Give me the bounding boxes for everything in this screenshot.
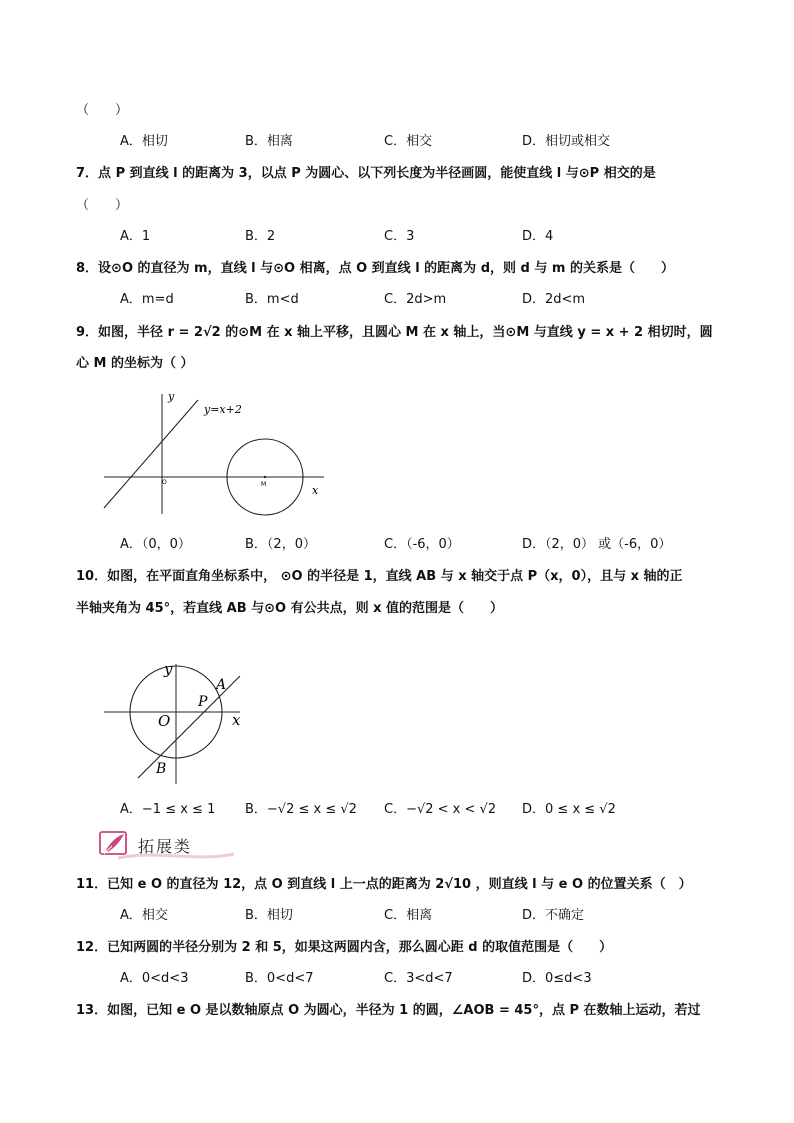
q11-option-d[interactable]: D．不确定	[522, 908, 585, 923]
section-title: 拓展类	[138, 837, 193, 856]
q12-option-a[interactable]: A．0<d<3	[120, 971, 189, 986]
q10-b-label: B	[156, 761, 167, 777]
q9-figure	[96, 388, 336, 518]
q11-option-a[interactable]: A．相交	[120, 908, 168, 923]
q9-origin-label: O	[162, 479, 167, 486]
q8-option-d[interactable]: D．2d<m	[522, 292, 586, 307]
q7-option-d[interactable]: D．4	[522, 229, 554, 244]
q11-option-c[interactable]: C．相离	[384, 908, 433, 923]
q10-figure	[100, 636, 260, 786]
q9-center-label: M	[261, 481, 267, 488]
q9-line-y-eq-x-plus-2	[104, 400, 198, 508]
q6-option-d[interactable]: D．相切或相交	[522, 134, 611, 149]
q6-bracket: （ ）	[76, 103, 129, 118]
q9-x-label: x	[312, 484, 319, 497]
q12-option-b[interactable]: B．0<d<7	[245, 971, 314, 986]
q9-option-c[interactable]: C．（-6，0）	[384, 537, 460, 552]
q10-option-d[interactable]: D．0 ≤ x ≤ √2	[522, 802, 616, 817]
q9-stem: 9．如图，半径 r = 2√2 的⊙M 在 x 轴上平移，且圆心 M 在 x 轴上，当⊙M 与直线 y = x + 2 相切时，圆	[76, 325, 713, 340]
q10-stem-cont: 半轴夹角为 45°，若直线 AB 与⊙O 有公共点，则 x 值的范围是（ ）	[76, 601, 504, 616]
q10-y-label: y	[164, 660, 173, 678]
q12-stem: 12．已知两圆的半径分别为 2 和 5，如果这两圆内含，那么圆心距 d 的取值范围是（ ）	[76, 940, 613, 955]
q8-options	[120, 291, 760, 309]
q9-option-b[interactable]: B．（2，0）	[245, 537, 316, 552]
q10-a-label: A	[216, 677, 227, 693]
q12-options	[120, 970, 760, 988]
q10-stem: 10．如图，在平面直角坐标系中， ⊙O 的半径是 1，直线 AB 与 x 轴交于点 P（x，0），且与 x 轴的正	[76, 569, 683, 584]
q10-p-label: P	[198, 694, 208, 710]
q13-stem: 13．如图，已知 e O 是以数轴原点 O 为圆心，半径为 1 的圆，∠AOB = 45°，点 P 在数轴上运动，若过	[76, 1003, 701, 1018]
q8-stem: 8．设⊙O 的直径为 m，直线 l 与⊙O 相离，点 O 到直线 l 的距离为 d，则 d 与 m 的关系是（ ）	[76, 261, 674, 276]
q9-option-a[interactable]: A．（0，0）	[120, 537, 191, 552]
q10-option-a[interactable]: A．−1 ≤ x ≤ 1	[120, 802, 216, 817]
q9-stem-cont: 心 M 的坐标为（ ）	[76, 356, 194, 371]
q7-bracket: （ ）	[76, 198, 129, 213]
q9-center-point	[264, 476, 266, 478]
q8-option-a[interactable]: A．m=d	[120, 292, 174, 307]
q9-options	[120, 536, 760, 554]
q7-option-a[interactable]: A．1	[120, 229, 151, 244]
section-header-extension	[98, 828, 238, 862]
q9-option-d[interactable]: D．（2，0） 或（-6，0）	[522, 537, 672, 552]
q7-stem: 7．点 P 到直线 l 的距离为 3，以点 P 为圆心、以下列长度为半径画圆，能使直线 l 与⊙P 相交的是	[76, 166, 656, 181]
q9-y-label: y	[168, 390, 175, 403]
q12-option-d[interactable]: D．0≤d<3	[522, 971, 592, 986]
q11-stem: 11．已知 e O 的直径为 12，点 O 到直线 l 上一点的距离为 2√10 ，则直线 l 与 e O 的位置关系（ ）	[76, 877, 692, 892]
q11-option-b[interactable]: B．相切	[245, 908, 293, 923]
q10-option-c[interactable]: C．−√2 < x < √2	[384, 802, 497, 817]
q6-options	[120, 133, 760, 151]
q10-options	[120, 801, 760, 819]
q10-origin-label: O	[158, 712, 171, 730]
q10-option-b[interactable]: B．−√2 ≤ x ≤ √2	[245, 802, 357, 817]
q11-options	[120, 907, 760, 925]
q6-option-b[interactable]: B．相离	[245, 134, 293, 149]
q8-option-c[interactable]: C．2d>m	[384, 292, 447, 307]
q7-option-b[interactable]: B．2	[245, 229, 276, 244]
q9-line-label: y=x+2	[204, 403, 242, 416]
q7-options	[120, 228, 760, 246]
q6-option-a[interactable]: A．相切	[120, 134, 168, 149]
q12-option-c[interactable]: C．3<d<7	[384, 971, 453, 986]
q6-option-c[interactable]: C．相交	[384, 134, 433, 149]
q10-x-label: x	[232, 711, 241, 729]
q7-option-c[interactable]: C．3	[384, 229, 415, 244]
q8-option-b[interactable]: B．m<d	[245, 292, 299, 307]
